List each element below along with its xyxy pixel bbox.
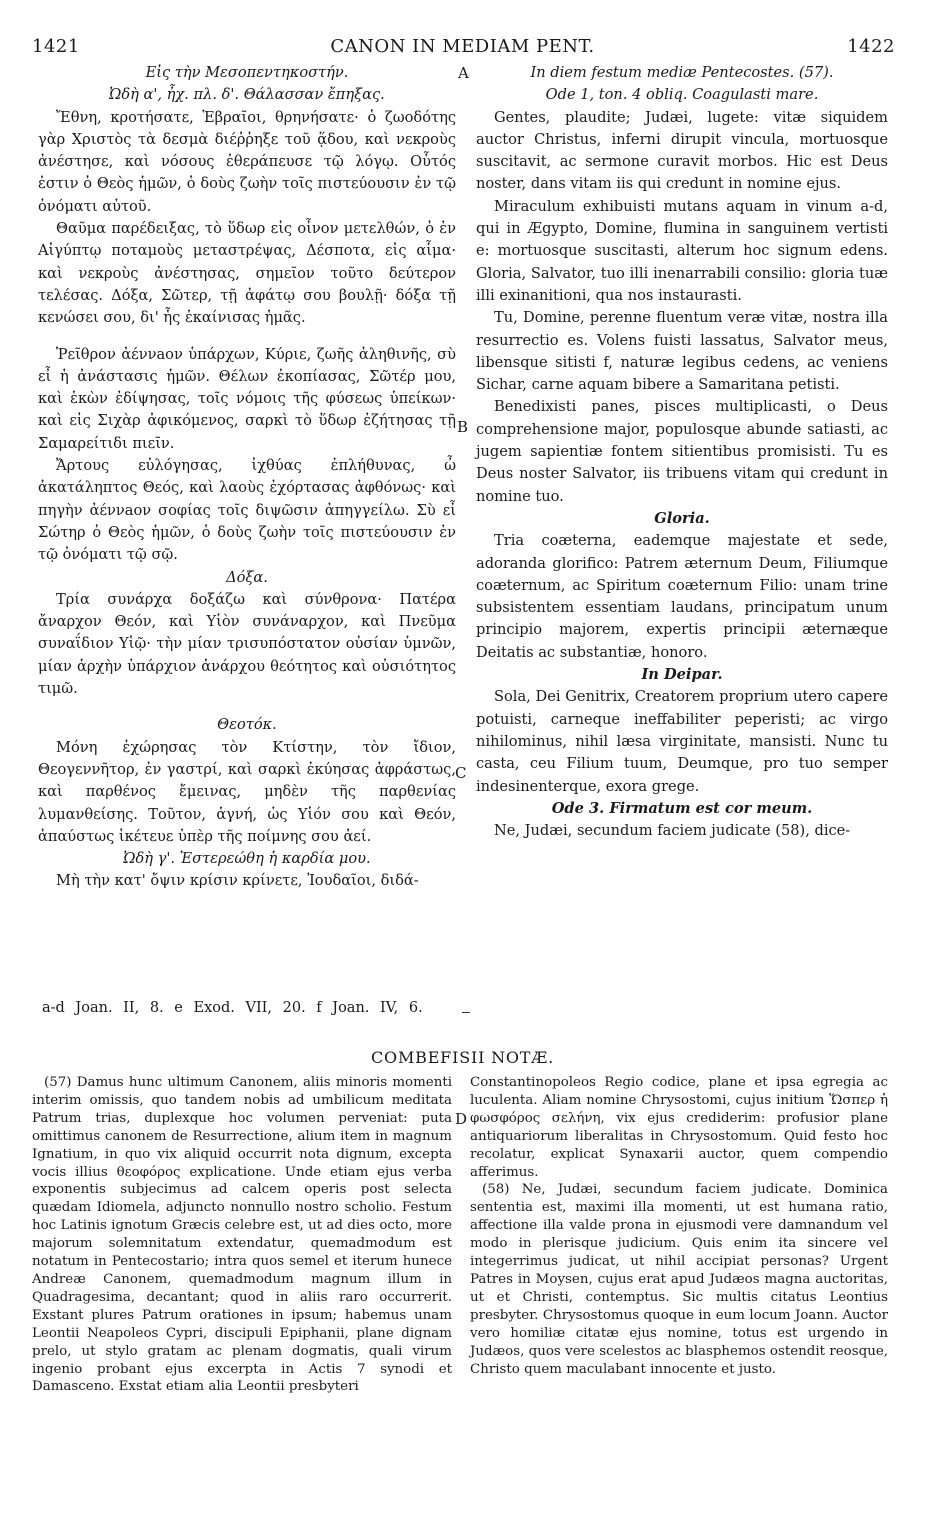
greek-theotokion-heading: Θεοτόκ. bbox=[217, 716, 277, 734]
note-58: (58) Ne, Judæi, secundum faciem judicate. Dominica sententia est, maximi illa momenti, ut est humana ratio, affectione illa valde prona in ejusmodi vere damnandum vel modo in plerisque judicium. Quis enim ita sincere vel integerrimus judicat, ut nihil accipiat personas? Urgent Patres in Moysen, cujus erat apud Judæos magna auctoritas, ut et Christi, contemptus. Sic multis citatus Leontius presbyter. Chrysostomus quoque in eum locum Joann. Auctor vero homiliæ citatæ ejus nomine, totus est urgendo in Judæos, quos vere scelestos ac blasphemos ostendit reosque, Christo quem maculabant innocente et justo. bbox=[470, 1182, 888, 1377]
greek-column bbox=[38, 62, 456, 893]
greek-paragraph-5: Τρία συνάρχα δοξάζω καὶ σύνθρονα· Πατέρα ἄναρχον Θεόν, καὶ Υἱὸν συνάναρχον, καὶ Πνεῦμα συναΐδιον Υἱῷ· τὴν μίαν τρισυπόστατον οὐσίαν ὑμνῶν, μίαν ἀρχὴν ὑπάρχιον ἀνάρχου θεότητος καὶ οὐσιότητος τιμῶ. bbox=[38, 590, 456, 698]
running-title: CANON IN MEDIAM PENT. bbox=[330, 36, 595, 57]
footnote-rule bbox=[462, 1012, 470, 1013]
greek-doxa-heading: Δόξα. bbox=[226, 568, 268, 586]
notes-left-column bbox=[32, 1074, 452, 1396]
note-57-continued: Constantinopoleos Regio codice, plane et ipsa egregia ac luculenta. Aliam nomine Chrysostomi, cujus initium Ὥσπερ ἡ φωσφόρος σελήνη, vix ejus crediderim: profusior plane antiquariorum liberalitas in Chrysostomum. Quid festo hoc recolatur, explicat Synaxarii auctor, quem compendio afferimus. bbox=[470, 1075, 888, 1180]
latin-paragraph-4: Benedixisti panes, pisces multiplicasti, o Deus comprehensione major, populosque abunde satiasti, ac jugem sapientiæ fontem sitientibus promisisti. Tu es Deus noster Salvator, iis tribuens vitam qui credunt in nomine tuo. bbox=[476, 398, 888, 505]
latin-gloria-heading: Gloria. bbox=[654, 509, 710, 527]
latin-column bbox=[476, 62, 888, 842]
marker-d: D bbox=[455, 1110, 468, 1128]
page-number-right: 1422 bbox=[847, 36, 895, 57]
page-number-left: 1421 bbox=[32, 36, 80, 57]
marker-c: C bbox=[455, 764, 467, 782]
greek-title: Εἰς τὴν Μεσοπεντηκοστήν. bbox=[145, 64, 349, 81]
note-57: (57) Damus hunc ultimum Canonem, aliis minoris momenti interim omissis, quo tandem nobis ad umbilicum meditata Patrum trias, duplexque hoc volumen perveniat: puta omittimus canonem de Resurrectione, alium item in magnum Ignatium, in quo vix aliquid occurrit nota dignum, excepta vocis illius θεοφόρος explicatione. Unde etiam ejus verba exponentis subjecimus ad calcem operis post selecta quædam Idiomela, adjuncto nonnullo nostro scholio. Festum hoc Latinis ignotum Græcis celebre est, ut ad dies octo, more majorum solemnitatum extendatur, quemadmodum est notatum in Pentecostario; intra quos semel et iterum hunece Andreæ Canonem, quemadmodum magnum illum in Quadragesima, decantant; quod in aliis raro occurrerit. Exstant plures Patrum orationes in ipsum; habemus unam Leontii Neapoleos Cypri, discipuli Epiphanii, plane dignam prelo, ut stylo gratam ac plenam dogmatis, quali virum ingenio probant ejus excerpta in Actis 7 synodi et Damasceno. Exstat etiam alia Leontii presbyteri bbox=[32, 1075, 452, 1395]
greek-paragraph-3: Ῥεῖθρον ἀέννaον ὑπάρχων, Κύριε, ζωῆς ἀληθινῆς, σὺ εἶ ἡ ἀνάστασις ἡμῶν. Θέλων ἐκοπίασας, Σῶτέρ μου, καὶ ἑκὼν ἐδίψησας, τοῖς νόμοις τῆς φύσεως ὑπείκων· καὶ εἰς Σιχὰρ ἀφικόμενος, σαρκὶ τὸ ὕδωρ ἐζήτησας τῇ Σαμαρείτιδι πιεῖν. bbox=[38, 345, 456, 452]
greek-paragraph-2: Θαῦμα παρέδειξας, τὸ ὕδωρ εἰς οἶνον μετελθών, ὁ ἐν Αἰγύπτῳ ποταμοὺς μεταστρέψας, Δέσποτα, εἰς αἷμα· καὶ νεκροὺς ἀνέστησας, σημεῖον τοῦτο δεύτερον τελέσας. Δόξα, Σῶτερ, τῇ ἀφάτῳ σου βουλῇ· δόξα τῇ κενώσει σου, δι' ἧς ἐκαίνισας ἡμᾶς. bbox=[38, 220, 456, 327]
latin-paragraph-6: Sola, Dei Genitrix, Creatorem proprium utero capere potuisti, carneque ineffabiliter peperisti; ac virgo nihilominus, nihil læsa virginitate, mansisti. Nunc tu casta, ceu Filium tuum, Deumque, pro tuo semper indesinenterque, exora grege. bbox=[476, 688, 888, 795]
latin-paragraph-5: Tria coæterna, eademque majestate et sede, adoranda glorifico: Patrem æternum Deum, Filiumque coæternum, ac Spiritum coæternum Filio: unam trine subsistentem essentiam laudans, principatum unum principio majorem, expertis principii æternæque Deitatis ac substantiæ, honoro. bbox=[476, 532, 888, 661]
marker-b: B bbox=[457, 418, 469, 436]
latin-ode3-heading: Ode 3. Firmatum est cor meum. bbox=[551, 799, 813, 817]
greek-ode3-heading: Ὠδὴ γ'. Ἐστερεώθη ἡ καρδία μου. bbox=[123, 850, 371, 868]
latin-deipar-heading: In Deipar. bbox=[641, 666, 723, 684]
latin-paragraph-1: Gentes, plaudite; Judæi, lugete: vitæ siquidem auctor Christus, inferni dirupit vincula, mortuosque suscitavit, ac sermone curavit morbos. Hic est Deus noster, dans vitam iis qui credunt in nomine ejus. bbox=[476, 108, 888, 193]
marker-a: A bbox=[458, 64, 469, 82]
latin-paragraph-3: Tu, Domine, perenne fluentum veræ vitæ, nostra illa resurrectio es. Volens fuisti lassatus, Salvator meus, libensque sitisti f, naturæ legibus cedens, ac veniens Sichar, carne aquam bibere a Samaritana petisti. bbox=[476, 309, 888, 394]
latin-title: In diem festum mediæ Pentecostes. (57). bbox=[530, 64, 834, 81]
footnotes: a-d Joan. II, 8. e Exod. VII, 20. f Joan. IV, 6. bbox=[42, 1000, 423, 1016]
greek-paragraph-1: Ἔθνη, κροτήσατε, Ἑβραῖοι, θρηνήσατε· ὁ ζωοδότης γὰρ Χριστὸς τὰ δεσμὰ διέῤῥηξε τοῦ ᾅδου, καὶ νεκροὺς ἀνέστησε, καὶ νόσους ἐθεράπευσε τῷ λόγῳ. Οὗτός ἐστιν ὁ Θεὸς ἡμῶν, ὁ δοὺς ζωὴν τοῖς πιστεύουσιν ἐν τῷ ὀνόματι αὐτοῦ. bbox=[38, 108, 456, 215]
greek-paragraph-7: Μὴ τὴν κατ' ὄψιν κρίσιν κρίνετε, Ἰουδαῖοι, διδά- bbox=[56, 872, 419, 890]
latin-paragraph-2: Miraculum exhibuisti mutans aquam in vinum a-d, qui in Ægypto, Domine, flumina in sanguinem vertisti e: mortuosque suscitasti, alterum hoc signum edens. Gloria, Salvator, tuo illi inenarrabili consilio: gloria tuæ illi exinanitioni, qua nos instaurasti. bbox=[476, 197, 888, 304]
notes-title: COMBEFISII NOTÆ. bbox=[371, 1048, 554, 1067]
latin-ode1-heading: Ode 1, ton. 4 obliq. Coagulasti mare. bbox=[545, 86, 819, 104]
greek-paragraph-6: Μόνη ἐχώρησας τὸν Κτίστην, τὸν ἴδιον, Θεογεννῆτορ, ἐν γαστρί, καὶ σαρκὶ ἐκύησας ἀφράστως, καὶ παρθένος ἔμεινας, μηδὲν τῆς παρθενίας λυμανθείσης. Τοῦτον, ἁγνή, ὡς Υἱόν σου καὶ Θεόν, ἀπαύστως ἱκέτευε ὑπὲρ τῆς ποίμνης σου ἀεί. bbox=[38, 738, 456, 845]
latin-paragraph-7: Ne, Judæi, secundum faciem judicate (58), dice- bbox=[494, 822, 851, 840]
greek-paragraph-4: Ἄρτους εὐλόγησας, ἰχθύας ἐπλήθυνας, ὦ ἀκατάληπτος Θεός, καὶ λαοὺς ἐχόρτασας ἀφθόνως· καὶ πηγὴν ἀέννaον σοφίας τοῖς διψῶσιν ἀπηγγείλω. Σὺ εἶ Σώτηρ ὁ Θεὸς ἡμῶν, ὁ δοὺς ζωὴν τοῖς πιστεύουσιν ἐν τῷ ὀνόματι τῷ σῷ. bbox=[38, 457, 456, 564]
notes-right-column bbox=[470, 1074, 888, 1378]
greek-ode1-heading: Ὠδὴ α', ἦχ. πλ. δ'. Θάλασσαν ἔπηξας. bbox=[109, 86, 385, 104]
